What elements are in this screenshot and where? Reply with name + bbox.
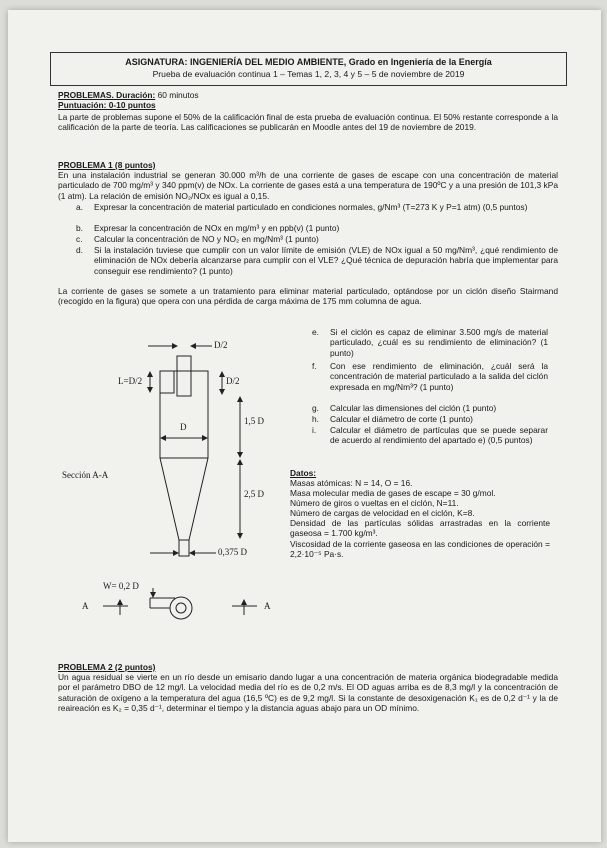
data-line-2: Masa molecular media de gases de escape = 30 g/mol. bbox=[290, 488, 496, 498]
dim-w: W= 0,2 D bbox=[103, 581, 139, 591]
section-a-right: A bbox=[264, 601, 271, 611]
section-outer-circle bbox=[170, 597, 192, 619]
item-text: Expresar la concentración de material particulado en condiciones normales, g/Nm³ (T=273 K y P=1 atm) (0,5 puntos) bbox=[94, 202, 528, 212]
item-marker: e. bbox=[312, 327, 319, 337]
problem2-statement: Un agua residual se vierte en un río desde un emisario dando lugar a una concentración de materia orgánica biodegradable medida por el parámetro DBO de 12 mg/l. La velocidad media del río es de 0,2 m/s. El OD aguas arriba es de 8,3 mg/l y la concentración de saturación de oxígeno a la temperatura del agua (16,5 ºC) es de 9,2 mg/l. Si la constante de desoxigenación K₁ es de 0,2 d⁻¹ y la de reaireación es K₂ = 0,35 d⁻¹, determinar el tiempo y la distancia aguas abajo para un OD mínimo. bbox=[58, 672, 558, 713]
item-text: Expresar la concentración de NOx en mg/m³ y en ppb(v) (1 punto) bbox=[94, 223, 340, 233]
cyclone-outlet-pipe bbox=[177, 356, 191, 396]
cyclone-body bbox=[160, 371, 208, 458]
item-marker: h. bbox=[312, 414, 319, 424]
item-marker: g. bbox=[312, 403, 319, 413]
data-line-5: Densidad de las partículas sólidas arrastradas en la corriente gaseosa = 1.700 kg/m³. bbox=[290, 518, 550, 539]
problem1-statement: En una instalación industrial se generan 30.000 m³/h de una corriente de gases de escape con una concentración de material particulado de 700 mg/m³ y 340 ppm(v) de NOx. La corriente de gases está a una temperatura de 190ºC y a una presión de 101,3 kPa (1 atm). La relación de emisión NO₂/NOx es igual a 0,15. bbox=[58, 170, 558, 201]
cyclone-inlet bbox=[160, 371, 174, 393]
item-text: Calcular las dimensiones del ciclón (1 punto) bbox=[330, 403, 497, 413]
data-line-4: Número de cargas de velocidad en el ciclón, K=8. bbox=[290, 508, 475, 518]
dim-2-5d: 2,5 D bbox=[244, 489, 264, 499]
section-inner-circle bbox=[176, 603, 186, 613]
problem1-title: PROBLEMA 1 (8 puntos) bbox=[58, 160, 156, 170]
course-title: ASIGNATURA: INGENIERÍA DEL MEDIO AMBIENTE, Grado en Ingeniería de la Energía bbox=[125, 57, 492, 67]
item-text: Calcular el diámetro de corte (1 punto) bbox=[330, 414, 473, 424]
item-text: Calcular el diámetro de partículas que se puede separar de acuerdo al rendimiento del apartado e) (0,5 puntos) bbox=[330, 425, 548, 446]
dim-side-d2: D/2 bbox=[226, 376, 240, 386]
data-line-6: Viscosidad de la corriente gaseosa en las condiciones de operación = 2,2·10⁻⁵ Pa·s. bbox=[290, 539, 550, 560]
exam-subtitle: Prueba de evaluación continua 1 – Temas 1, 2, 3, 4 y 5 – 5 de noviembre de 2019 bbox=[152, 69, 465, 79]
section-label: Sección A-A bbox=[62, 470, 109, 480]
problems-heading-label: PROBLEMAS. Duración: bbox=[58, 90, 156, 100]
item-marker: i. bbox=[312, 425, 317, 435]
item-text: Si la instalación tuviese que cumplir con un valor límite de emisión (VLE) de NOx igual a 50 mg/Nm³, ¿qué rendimiento de eliminación de NOx debería alcanzarse para cumplir con el VLE? ¿Qué técnica de depuración habría que implementar para conseguir ese rendimiento? (1 punto) bbox=[94, 245, 558, 276]
data-title: Datos: bbox=[290, 468, 317, 478]
data-line-1: Masas atómicas: N = 14, O = 16. bbox=[290, 478, 413, 488]
duration-value: 60 minutos bbox=[157, 90, 199, 100]
section-a-left: A bbox=[82, 601, 89, 611]
item-marker: b. bbox=[76, 223, 83, 233]
item-marker: f. bbox=[312, 361, 317, 371]
problems-intro: La parte de problemas supone el 50% de la calificación final de esta prueba de evaluación continua. El 50% restante corresponde a la calificación de la parte de teoría. Las calificaciones se publicarán en Moodle antes del 19 de noviembre de 2019. bbox=[58, 112, 558, 133]
item-text: Calcular la concentración de NO y NO₂ en mg/Nm³ (1 punto) bbox=[94, 234, 319, 244]
score-line: Puntuación: 0-10 puntos bbox=[58, 100, 156, 110]
item-marker: a. bbox=[76, 202, 83, 212]
item-text: Si el ciclón es capaz de eliminar 3.500 mg/s de material particulado, ¿cuál es su rendimiento de eliminación? (1 punto) bbox=[330, 327, 548, 358]
dim-d: D bbox=[180, 422, 187, 432]
problem1-paragraph2: La corriente de gases se somete a un tratamiento para eliminar material particulado, optándose por un ciclón diseño Stairmand (recogido en la figura) que opera con una pérdida de carga máxima de 175 mm columna de agua. bbox=[58, 286, 558, 307]
dim-1-5d: 1,5 D bbox=[244, 416, 264, 426]
cyclone-dust-outlet bbox=[179, 540, 189, 556]
dim-l: L=D/2 bbox=[118, 376, 143, 386]
cyclone-cone bbox=[160, 458, 208, 540]
data-line-3: Número de giros o vueltas en el ciclón, N=11. bbox=[290, 498, 459, 508]
dim-top-d2: D/2 bbox=[214, 340, 228, 350]
item-text: Con ese rendimiento de eliminación, ¿cuál será la concentración de material particulado a la salida del ciclón expresada en mg/Nm³? (1 punto) bbox=[330, 361, 548, 392]
item-marker: c. bbox=[76, 234, 83, 244]
item-marker: d. bbox=[76, 245, 83, 255]
problem2-title: PROBLEMA 2 (2 puntos) bbox=[58, 662, 156, 672]
dim-0-375d: 0,375 D bbox=[218, 547, 247, 557]
